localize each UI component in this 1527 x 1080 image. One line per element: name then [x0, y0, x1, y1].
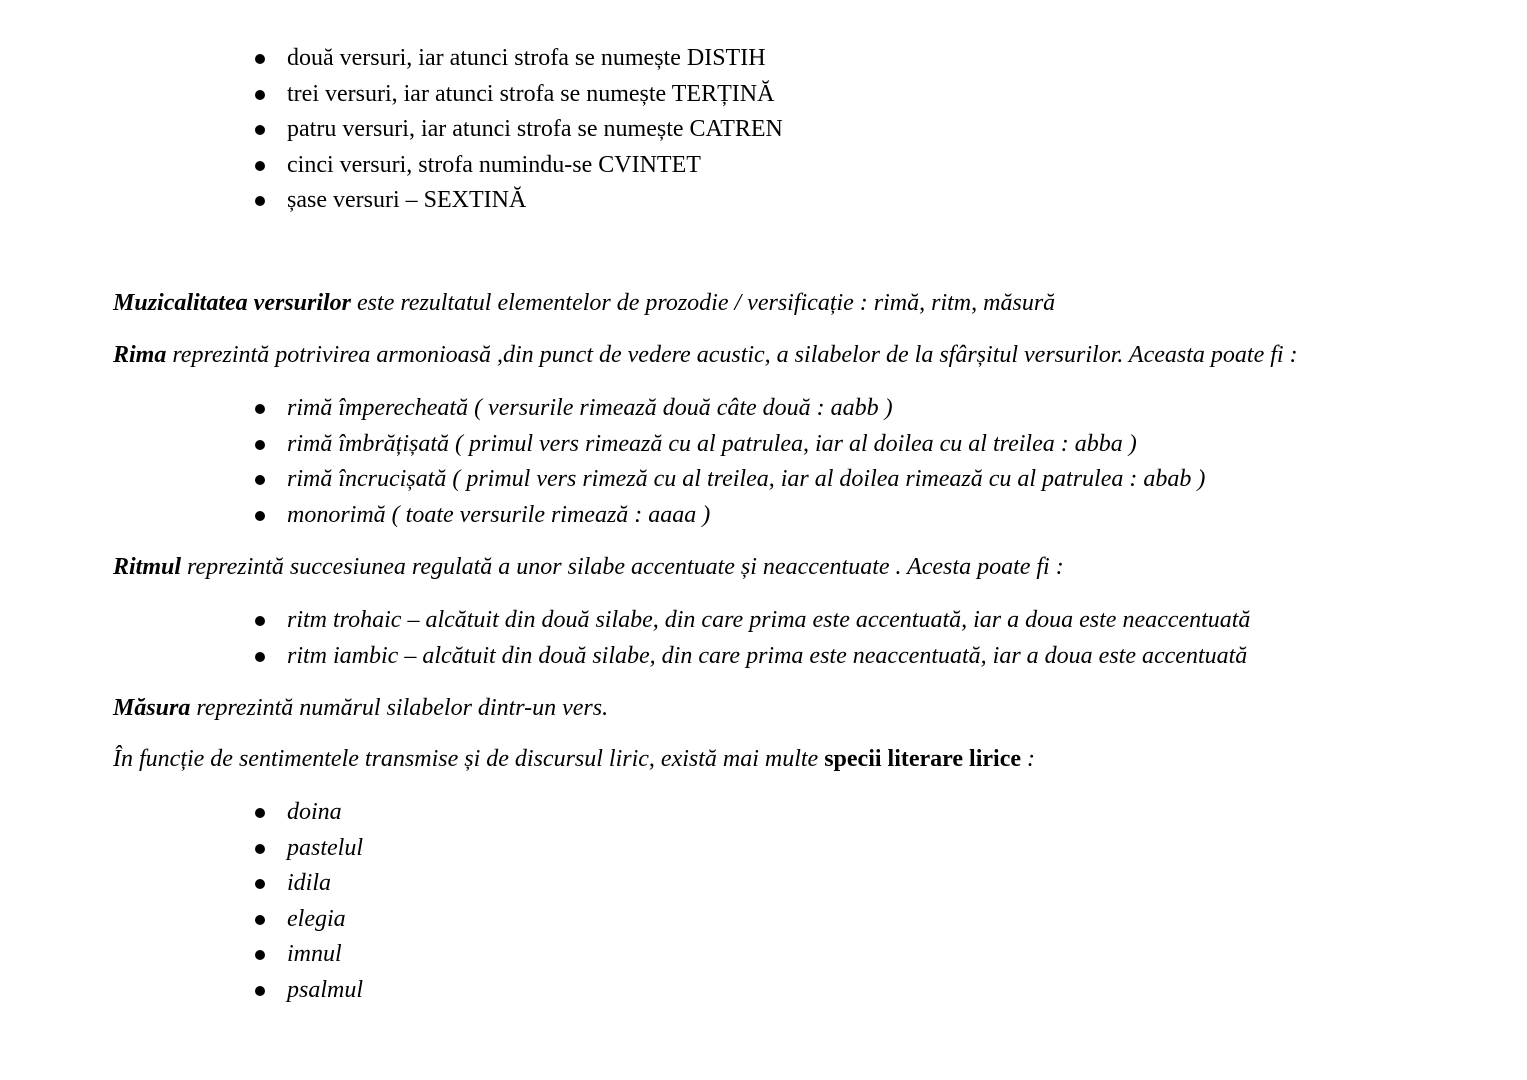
list-item-text: idila	[287, 870, 332, 896]
ritmul-text: reprezintă succesiunea regulată a unor silabe accentuate și neaccentuate . Acesta poate fi :	[181, 554, 1064, 580]
list-item	[253, 603, 1250, 639]
list-item	[253, 831, 363, 867]
muzicalitate-paragraph	[113, 288, 1055, 318]
bullet-icon	[255, 404, 265, 414]
specii-paragraph	[113, 744, 1035, 774]
list-item	[253, 498, 1205, 534]
list-item-text: rimă împerecheată ( versurile rimează două câte două : aabb )	[287, 395, 893, 421]
rima-list	[253, 391, 1205, 533]
bullet-icon	[255, 475, 265, 485]
term-ritmul: Ritmul	[113, 554, 182, 580]
list-item-text: elegia	[287, 905, 346, 932]
bullet-icon	[255, 161, 265, 171]
muzicalitate-text: este rezultatul elementelor de prozodie / versificație : rimă, ritm, măsură	[351, 290, 1056, 316]
term-specii: specii literare lirice	[824, 746, 1022, 772]
strofe-list	[253, 41, 783, 219]
ritm-list	[253, 603, 1250, 674]
term-rima: Rima	[113, 342, 167, 368]
list-item	[253, 148, 783, 184]
specii-list	[253, 795, 363, 1008]
list-item	[253, 427, 1205, 463]
rima-paragraph	[113, 340, 1298, 370]
bullet-icon	[255, 986, 265, 996]
list-item-text: trei versuri, iar atunci strofa se numește TERȚINĂ	[287, 80, 775, 107]
list-item	[253, 973, 363, 1009]
bullet-icon	[255, 54, 265, 64]
masura-text: reprezintă numărul silabelor dintr-un vers.	[190, 695, 609, 721]
list-item	[253, 795, 363, 831]
list-item	[253, 77, 783, 113]
list-item-text: rimă încrucișată ( primul vers rimeză cu al treilea, iar al doilea rimează cu al patrulea : abab )	[287, 466, 1206, 492]
bullet-icon	[255, 440, 265, 450]
bullet-icon	[255, 950, 265, 960]
list-item-text: ritm iambic – alcătuit din două silabe, din care prima este neaccentuată, iar a doua este accentuată	[287, 642, 1248, 669]
list-item-text: patru versuri, iar atunci strofa se numește CATREN	[287, 116, 783, 142]
bullet-icon	[255, 808, 265, 818]
list-item	[253, 183, 783, 219]
list-item	[253, 937, 363, 973]
masura-paragraph	[113, 693, 608, 723]
bullet-icon	[255, 196, 265, 206]
list-item	[253, 866, 363, 902]
bullet-icon	[255, 844, 265, 854]
ritmul-paragraph	[113, 552, 1064, 582]
list-item	[253, 902, 363, 938]
list-item	[253, 462, 1205, 498]
list-item-text: doina	[287, 799, 342, 825]
bullet-icon	[255, 915, 265, 925]
list-item-text: rimă îmbrățișată ( primul vers rimează cu al patrulea, iar al doilea cu al treilea : abba )	[287, 430, 1137, 457]
term-muzicalitate: Muzicalitatea versurilor	[113, 290, 352, 316]
list-item-text: două versuri, iar atunci strofa se numește DISTIH	[287, 45, 766, 71]
list-item-text: monorimă ( toate versurile rimează : aaaa )	[287, 501, 711, 528]
list-item-text: cinci versuri, strofa numindu-se CVINTET	[287, 151, 701, 178]
rima-text: reprezintă potrivirea armonioasă ,din punct de vedere acustic, a silabelor de la sfârșitul versurilor. Aceasta poate fi :	[166, 342, 1298, 368]
list-item-text: ritm trohaic – alcătuit din două silabe, din care prima este accentuată, iar a doua este neaccentuată	[287, 607, 1251, 633]
term-masura: Măsura	[113, 695, 191, 721]
bullet-icon	[255, 652, 265, 662]
list-item	[253, 639, 1250, 675]
list-item	[253, 391, 1205, 427]
list-item	[253, 41, 783, 77]
list-item-text: șase versuri – SEXTINĂ	[287, 187, 527, 213]
bullet-icon	[255, 879, 265, 889]
bullet-icon	[255, 125, 265, 135]
list-item-text: pastelul	[287, 834, 363, 861]
specii-text-before: În funcție de sentimentele transmise și de discursul liric, există mai multe	[113, 746, 825, 772]
list-item-text: imnul	[287, 941, 342, 967]
specii-text-after: :	[1021, 746, 1036, 772]
list-item-text: psalmul	[287, 976, 364, 1003]
bullet-icon	[255, 90, 265, 100]
bullet-icon	[255, 616, 265, 626]
list-item	[253, 112, 783, 148]
bullet-icon	[255, 511, 265, 521]
